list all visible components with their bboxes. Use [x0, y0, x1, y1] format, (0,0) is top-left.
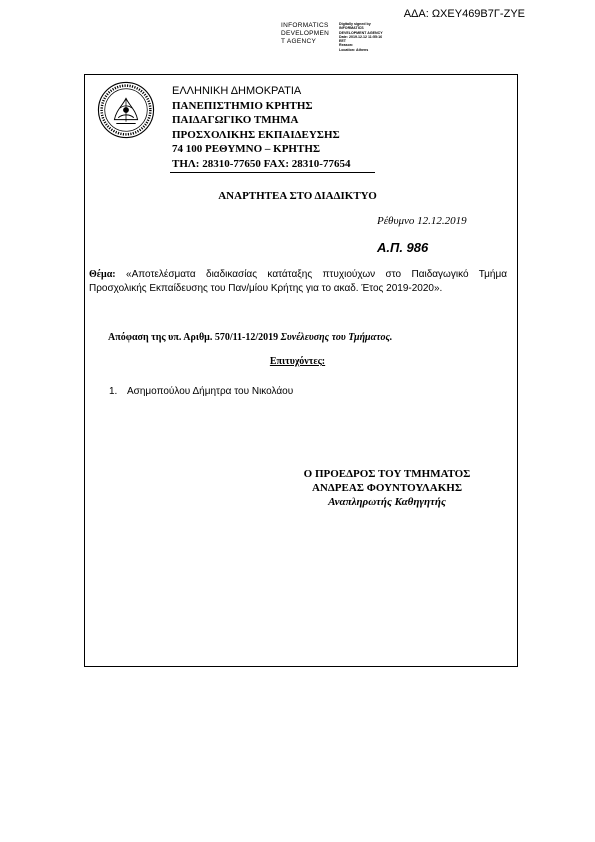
digital-signature-stamp-name [281, 22, 329, 46]
successful-heading: Επιτυχόντες: [269, 356, 326, 367]
stamp-detail-line: EET [339, 39, 346, 44]
stamp-detail-line: Reason: [339, 43, 354, 48]
stamp-line: DEVELOPMEN [281, 30, 330, 37]
subject-text: «Αποτελέσματα διαδικασίας κατάταξης πτυχιούχων στο Παιδαγωγικό Τμήμα Προσχολικής Εκπαίδευσης του Παν/μίου Κρήτης για το ακαδ. Έτος 2019-2020». [89, 269, 507, 294]
university-seal-icon [97, 81, 155, 139]
signature-name: ΑΝΔΡΕΑΣ ΦΟΥΝΤΟΥΛΑΚΗΣ [311, 482, 463, 494]
header-department: ΠΑΙΔΑΓΩΓΙΚΟ ΤΜΗΜΑ [172, 114, 299, 126]
stamp-detail-line: DEVELOPMENT AGENCY [339, 30, 383, 35]
list-item-number: 1. [109, 386, 118, 397]
header-address: 74 100 ΡΕΘΥΜΝΟ – ΚΡΗΤΗΣ [172, 143, 321, 155]
stamp-line: T AGENCY [281, 38, 317, 45]
stamp-detail-line: INFORMATICS [339, 26, 364, 31]
header-phone-fax: ΤΗΛ: 28310-77650 FAX: 28310-77654 [172, 158, 351, 170]
stamp-detail-line: Date: 2019.12.12 11:55:16 [339, 34, 383, 39]
ada-code: ΑΔΑ: ΩΧΕΥ469Β7Γ-ΖΥΕ [403, 8, 525, 20]
stamp-line: INFORMATICS [281, 22, 329, 29]
signature-role: Αναπληρωτής Καθηγητής [328, 496, 446, 508]
signature-title: Ο ΠΡΟΕΔΡΟΣ ΤΟΥ ΤΜΗΜΑΤΟΣ [303, 468, 471, 480]
document-date: Ρέθυμνο 12.12.2019 [377, 215, 467, 227]
page-title: ΑΝΑΡΤΗΤΕΑ ΣΤΟ ΔΙΑΔΙΚΤΥΟ [218, 190, 377, 202]
decision-line [108, 332, 392, 343]
header-state: ΕΛΛΗΝΙΚΗ ΔΗΜΟΚΡΑΤΙΑ [172, 85, 302, 97]
subject-label: Θέμα: [89, 269, 116, 280]
header-university: ΠΑΝΕΠΙΣΤΗΜΙΟ ΚΡΗΤΗΣ [172, 100, 313, 112]
header-department-line2: ΠΡΟΣΧΟΛΙΚΗΣ ΕΚΠΑΙΔΕΥΣΗΣ [172, 129, 340, 141]
list-item-name: Ασημοπούλου Δήμητρα του Νικολάου [127, 386, 294, 397]
stamp-detail-line: Location: Athens [339, 47, 369, 52]
stamp-detail-line: Digitally signed by [339, 22, 371, 26]
protocol-number: Α.Π. 986 [377, 240, 429, 255]
signature-block [222, 467, 552, 509]
header-underline [170, 172, 375, 173]
decision-prefix: Απόφαση της υπ. Αριθμ. 570/11-12/2019 [108, 332, 281, 343]
subject-paragraph [89, 268, 507, 295]
decision-suffix: Συνέλευσης του Τμήματος. [280, 332, 393, 343]
list-item [109, 386, 293, 397]
digital-signature-stamp-details [339, 22, 391, 52]
